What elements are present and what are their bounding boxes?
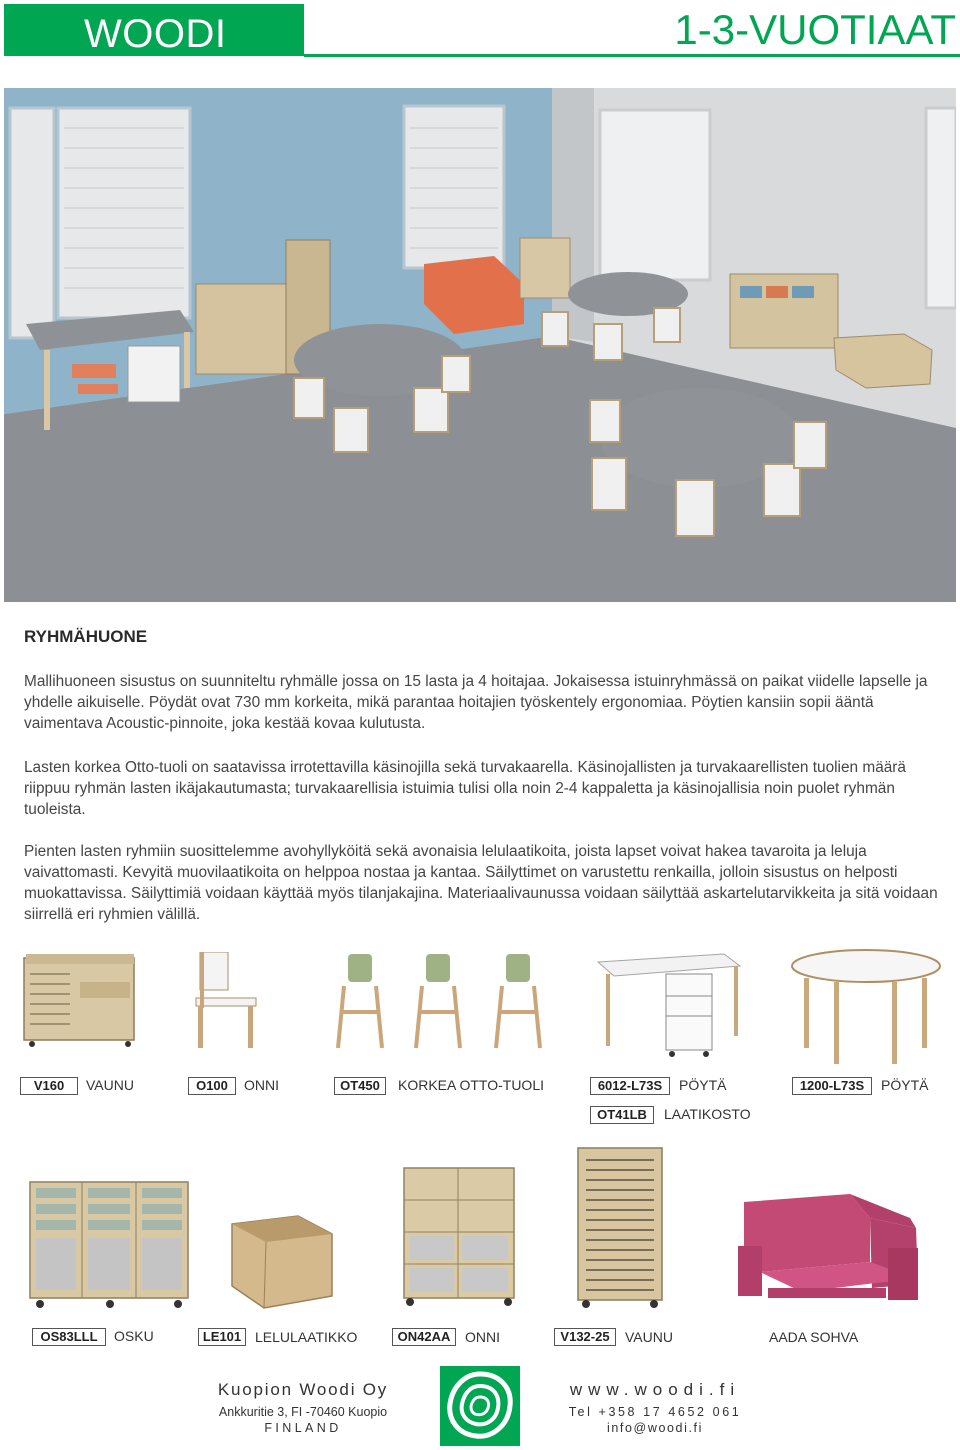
paragraph-1: Mallihuoneen sisustus on suunniteltu ryhmälle jossa on 15 lasta ja 4 hoitajaa. Jokaisessa istuinryhmässä on paikat viidelle lapselle ja yhdelle aikuiselle. Pöydät ovat 730 mm korkeita, mikä parantaa hoitajien työskentely ergonomiaa. Pöytien kansiin sopii ääntä vaimentava Acoustic-pinnoite, joka kestää kovaa kulutusta. <box>24 673 928 732</box>
product-name-os83lll: OSKU <box>114 1328 154 1344</box>
product-code-1200-l73s: 1200-L73S <box>792 1077 872 1095</box>
page-title: 1-3-VUOTIAAT <box>674 6 956 53</box>
product-name-aada-sohva: AADA SOHVA <box>769 1329 859 1345</box>
product-code-6012-l73s: 6012-L73S <box>590 1077 670 1095</box>
product-name-1200-l73s: PÖYTÄ <box>881 1077 929 1093</box>
product-code-v132-25: V132-25 <box>554 1328 616 1346</box>
footer-contact-block <box>562 1380 748 1436</box>
paragraph-3: Pienten lasten ryhmiin suosittelemme avohyllyköitä sekä avonaisia lelulaatikoita, joista lapset voivat hakea tavaroita ja leluja vaivattomasti. Kevyitä muovilaatikoita on helppoa nostaa ja kantaa. Säilyttimet on varustettu renkailla, jolloin sisustus on helposti muokattavissa. Säilyttimiä voidaan käyttää myös tilanjakajina. Materiaalivaunussa voidaan säilyttää askartelutarvikkeita ja sitä voidaan siirrellä eri ryhmien välillä. <box>24 843 938 923</box>
product-image-on42aa <box>400 1164 518 1313</box>
product-image-6012-l73s <box>594 952 744 1067</box>
product-image-v160 <box>20 952 140 1053</box>
product-name-6012-l73s: PÖYTÄ <box>679 1077 727 1093</box>
paragraph-2-sentence-2: Käsinojallisten ja turvakaarellisten tuolien määrä riippuu ryhmän lasten ikäjakautumasta; turvakaarellisia istuimia tulisi olla noin 2-4 kappaletta ja käsinojallisia noin puolet ryhmän tuoleista. <box>24 759 906 818</box>
website-link[interactable]: www.woodi.fi <box>569 1380 741 1399</box>
brand-name: WOODI <box>84 12 227 56</box>
product-name-ot450: KORKEA OTTO-TUOLI <box>398 1077 544 1093</box>
product-name-on42aa: ONNI <box>465 1329 500 1345</box>
brand-banner <box>4 4 304 56</box>
product-name-v132-25: VAUNU <box>625 1329 673 1345</box>
product-image-1200-l73s <box>788 948 944 1077</box>
product-code-ot41lb: OT41LB <box>590 1106 654 1124</box>
product-name-o100: ONNI <box>244 1077 279 1093</box>
product-image-le101 <box>228 1212 336 1321</box>
paragraph-2 <box>24 757 944 820</box>
product-image-o100 <box>186 952 270 1057</box>
product-code-le101: LE101 <box>198 1328 246 1346</box>
product-image-ot450 <box>330 952 560 1057</box>
woodi-logo-icon <box>440 1366 520 1446</box>
email-link[interactable]: info@woodi.fi <box>606 1421 704 1435</box>
company-address: Ankkuritie 3, FI -70460 Kuopio <box>218 1405 388 1419</box>
product-image-v132-25 <box>574 1144 666 1315</box>
header-rule <box>304 54 960 57</box>
footer-company-block <box>200 1380 406 1436</box>
product-name-le101: LELULAATIKKO <box>255 1329 358 1345</box>
product-code-os83lll: OS83LLL <box>32 1328 106 1346</box>
product-code-v160: V160 <box>20 1077 78 1095</box>
company-country: FINLAND <box>264 1421 342 1435</box>
product-name-ot41lb: LAATIKOSTO <box>664 1106 751 1122</box>
product-name-v160: VAUNU <box>86 1077 134 1093</box>
section-heading: RYHMÄHUONE <box>24 627 148 646</box>
product-code-on42aa: ON42AA <box>392 1328 456 1346</box>
product-code-o100: O100 <box>188 1077 236 1095</box>
room-illustration <box>4 88 956 602</box>
product-code-ot450: OT450 <box>334 1077 386 1095</box>
company-name: Kuopion Woodi Oy <box>217 1380 389 1399</box>
paragraph-2-sentence-1: Lasten korkea Otto-tuoli on saatavissa irrotettavilla käsinojilla sekä turvakaarella. <box>24 759 574 776</box>
product-image-os83lll <box>26 1178 192 1315</box>
product-image-aada-sohva <box>732 1188 922 1321</box>
phone-number: Tel +358 17 4652 061 <box>568 1405 742 1419</box>
